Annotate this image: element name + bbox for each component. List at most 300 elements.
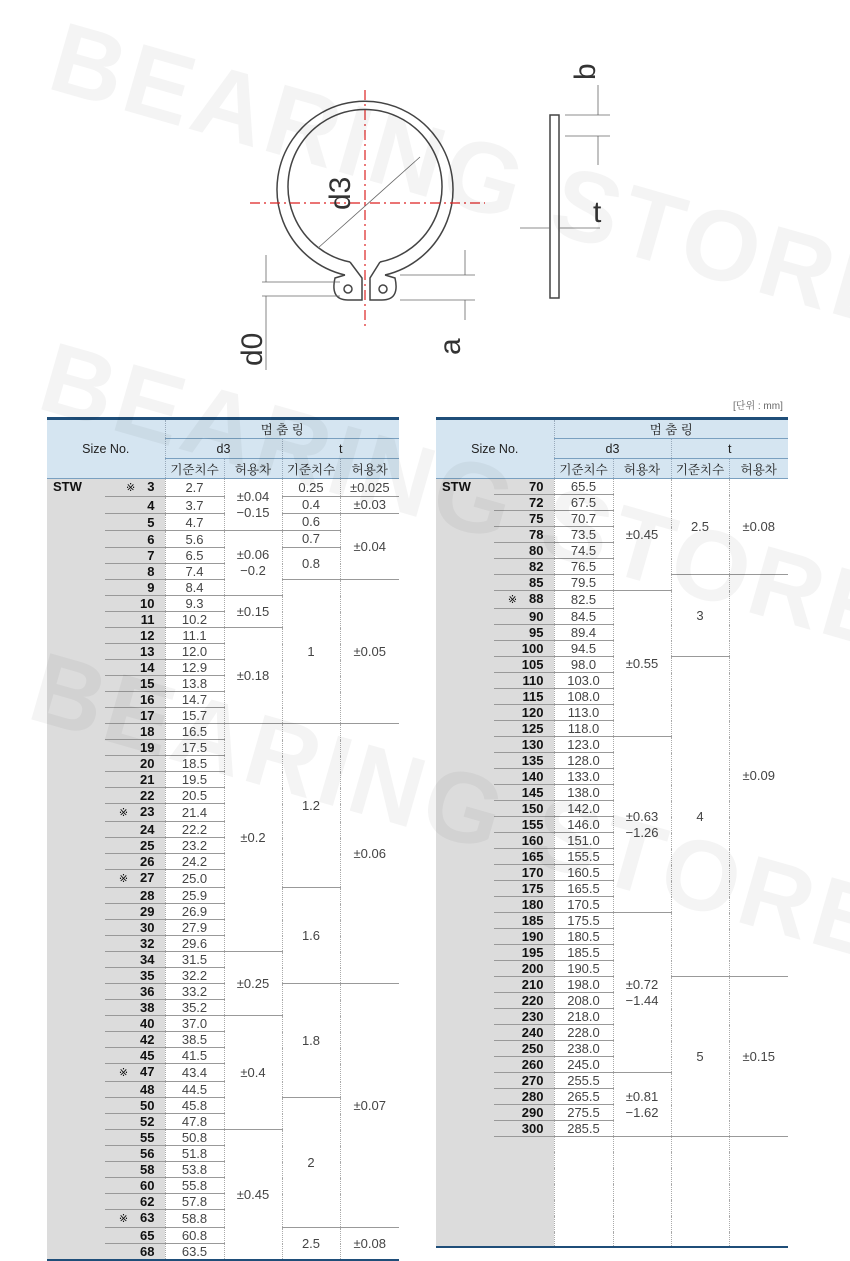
d3-base: 26.9 [165, 904, 224, 920]
d3-base: 12.0 [165, 644, 224, 660]
size-value: 24 [140, 822, 155, 837]
size-value: 140 [521, 769, 544, 784]
d3-base: 113.0 [554, 705, 613, 721]
size-no-empty [494, 1152, 554, 1168]
size-value: 230 [521, 1009, 544, 1024]
size-value: 70 [529, 479, 544, 494]
empty-cell [729, 1232, 788, 1248]
size-value: 56 [140, 1146, 155, 1161]
size-value: 180 [521, 897, 544, 912]
d3-base: 19.5 [165, 772, 224, 788]
d3-base: 73.5 [554, 527, 613, 543]
t-base: 4 [671, 657, 729, 977]
size-no [105, 772, 165, 788]
empty-cell [671, 1137, 729, 1153]
size-no [105, 1178, 165, 1194]
size-no [494, 865, 554, 881]
size-value: 19 [140, 740, 155, 755]
size-value: 90 [529, 609, 544, 624]
empty-cell [729, 1152, 788, 1168]
t-tolerance: ±0.09 [729, 575, 788, 977]
d3-base: 70.7 [554, 511, 613, 527]
empty-cell [554, 1184, 613, 1200]
size-no [105, 660, 165, 676]
t-base: 1.2 [282, 724, 340, 888]
size-value: 50 [140, 1098, 155, 1113]
d3-base: 63.5 [165, 1244, 224, 1261]
empty-cell [613, 1216, 671, 1232]
size-value: 85 [529, 575, 544, 590]
d3-base-header: 기준치수 [165, 459, 224, 479]
empty-cell [729, 1216, 788, 1232]
size-no [105, 740, 165, 756]
d3-base: 74.5 [554, 543, 613, 559]
size-no-empty [494, 1232, 554, 1248]
size-value: 175 [521, 881, 544, 896]
size-value: 68 [140, 1244, 155, 1259]
d3-base: 67.5 [554, 495, 613, 511]
size-no-empty [494, 1137, 554, 1153]
d3-tolerance: ±0.45 [613, 479, 671, 591]
size-no [105, 1146, 165, 1162]
d3-base: 265.5 [554, 1089, 613, 1105]
d3-header: d3 [165, 439, 282, 459]
size-no [494, 769, 554, 785]
snap-ring-diagram [0, 0, 850, 400]
t-base: 0.8 [282, 548, 340, 580]
size-no [105, 1082, 165, 1098]
size-no-empty [494, 1216, 554, 1232]
d3-base: 55.8 [165, 1178, 224, 1194]
size-value: 40 [140, 1016, 155, 1031]
d3-base: 24.2 [165, 854, 224, 870]
size-no [105, 1130, 165, 1146]
size-no [494, 1105, 554, 1121]
size-no [494, 559, 554, 575]
size-value: 75 [529, 511, 544, 526]
size-no [105, 936, 165, 952]
d0-label: d0 [236, 332, 269, 366]
empty-cell [613, 1184, 671, 1200]
ring-outer [277, 101, 453, 275]
size-no [494, 657, 554, 673]
d3-base: 32.2 [165, 968, 224, 984]
d3-tol-header: 허용차 [613, 459, 671, 479]
empty-cell [613, 1137, 671, 1153]
size-value: 3 [147, 479, 155, 494]
size-no [494, 737, 554, 753]
d3-base: 238.0 [554, 1041, 613, 1057]
size-no [105, 724, 165, 740]
d3-base: 245.0 [554, 1057, 613, 1073]
size-no [494, 881, 554, 897]
size-value: 190 [521, 929, 544, 944]
size-value: 110 [522, 673, 544, 688]
table-row [47, 479, 399, 497]
size-no [105, 1194, 165, 1210]
t-tolerance: ±0.15 [729, 977, 788, 1137]
d3-base-header: 기준치수 [554, 459, 613, 479]
size-no [494, 753, 554, 769]
recommended-mark: ※ [118, 873, 129, 885]
t-tolerance: ±0.07 [340, 984, 399, 1228]
size-value: 95 [529, 625, 544, 640]
size-no [494, 495, 554, 511]
empty-cell [729, 1168, 788, 1184]
d3-base: 57.8 [165, 1194, 224, 1210]
size-no [105, 804, 165, 822]
empty-cell [613, 1232, 671, 1248]
d3-base: 8.4 [165, 580, 224, 596]
t-header: t [671, 439, 788, 459]
size-no [494, 625, 554, 641]
size-no-empty [494, 1184, 554, 1200]
size-value: 6 [147, 531, 155, 547]
size-value: 12 [140, 628, 155, 643]
empty-cell [729, 1200, 788, 1216]
d3-base: 89.4 [554, 625, 613, 641]
d3-base: 142.0 [554, 801, 613, 817]
d3-base: 35.2 [165, 1000, 224, 1016]
size-value: 42 [140, 1032, 155, 1047]
size-value: 170 [521, 865, 544, 880]
d3-tolerance: ±0.81 −1.62 [613, 1073, 671, 1137]
empty-cell [729, 1137, 788, 1153]
t-base: 1.8 [282, 984, 340, 1098]
size-no [494, 689, 554, 705]
size-no [494, 961, 554, 977]
size-no [105, 580, 165, 596]
size-no [105, 1064, 165, 1082]
size-value: 300 [521, 1121, 544, 1136]
size-no [494, 641, 554, 657]
t-tolerance: ±0.08 [729, 479, 788, 575]
size-no [105, 1000, 165, 1016]
empty-cell [613, 1152, 671, 1168]
d3-base: 25.0 [165, 870, 224, 888]
d3-base: 22.2 [165, 822, 224, 838]
size-value: 11 [140, 612, 155, 627]
d3-base: 11.1 [165, 628, 224, 644]
t-base: 2.5 [671, 479, 729, 575]
d3-base: 285.5 [554, 1121, 613, 1137]
size-no [105, 756, 165, 772]
t-base-header: 기준치수 [671, 459, 729, 479]
d3-tolerance: ±0.25 [224, 952, 282, 1016]
size-no [105, 514, 165, 531]
size-value: 65 [140, 1228, 155, 1243]
t-tolerance: ±0.025 [340, 479, 399, 497]
t-label: t [593, 196, 602, 229]
size-value: 36 [140, 984, 155, 999]
d3-tolerance: ±0.4 [224, 1016, 282, 1130]
series-label: STW [436, 479, 494, 1248]
size-value: 72 [529, 495, 544, 510]
size-value: 82 [529, 559, 544, 574]
d3-base: 2.7 [165, 479, 224, 497]
d3-base: 38.5 [165, 1032, 224, 1048]
header-row [436, 419, 788, 439]
t-base: 0.6 [282, 514, 340, 531]
t-base: 0.7 [282, 531, 340, 548]
d3-base: 218.0 [554, 1009, 613, 1025]
d3-base: 53.8 [165, 1162, 224, 1178]
d3-base: 151.0 [554, 833, 613, 849]
d3-base: 43.4 [165, 1064, 224, 1082]
size-value: 48 [140, 1082, 155, 1097]
d3-base: 23.2 [165, 838, 224, 854]
size-no [494, 543, 554, 559]
size-no [494, 479, 554, 495]
size-value: 135 [521, 753, 544, 768]
size-table-left [47, 417, 399, 1261]
d3-base: 146.0 [554, 817, 613, 833]
size-no [105, 548, 165, 564]
size-value: 35 [140, 968, 155, 983]
size-no [494, 721, 554, 737]
empty-cell [671, 1152, 729, 1168]
d3-base: 103.0 [554, 673, 613, 689]
d3-base: 118.0 [554, 721, 613, 737]
d3-base: 14.7 [165, 692, 224, 708]
size-no [494, 705, 554, 721]
d3-base: 65.5 [554, 479, 613, 495]
size-no [494, 817, 554, 833]
size-value: 240 [521, 1025, 544, 1040]
size-value: 21 [140, 772, 155, 787]
d3-base: 33.2 [165, 984, 224, 1000]
size-value: 270 [521, 1073, 544, 1088]
size-no [494, 527, 554, 543]
size-value: 30 [140, 920, 155, 935]
d3-base: 25.9 [165, 888, 224, 904]
t-header: t [282, 439, 399, 459]
t-base: 3 [671, 575, 729, 657]
d3-tolerance: ±0.18 [224, 628, 282, 724]
empty-cell [554, 1152, 613, 1168]
t-base: 1 [282, 580, 340, 724]
d3-base: 128.0 [554, 753, 613, 769]
recommended-mark: ※ [507, 594, 518, 606]
size-no [105, 854, 165, 870]
d3-base: 51.8 [165, 1146, 224, 1162]
d3-base: 17.5 [165, 740, 224, 756]
size-value: 17 [140, 708, 155, 723]
size-no [494, 785, 554, 801]
d3-base: 60.8 [165, 1228, 224, 1244]
size-no [105, 1114, 165, 1130]
recommended-mark: ※ [118, 1067, 129, 1079]
unit-label: [단위 : mm] [733, 401, 783, 412]
d3-tolerance: ±0.45 [224, 1130, 282, 1261]
size-no [105, 822, 165, 838]
d3-tol-header: 허용차 [224, 459, 282, 479]
size-value: 27 [140, 870, 155, 885]
size-no [494, 1009, 554, 1025]
size-no [494, 913, 554, 929]
d3-base: 45.8 [165, 1098, 224, 1114]
d3-tolerance: ±0.72 −1.44 [613, 913, 671, 1073]
size-value: 4 [147, 497, 155, 513]
size-value: 130 [521, 737, 544, 752]
t-base-header: 기준치수 [282, 459, 340, 479]
d3-base: 84.5 [554, 609, 613, 625]
d3-base: 82.5 [554, 591, 613, 609]
d3-base: 198.0 [554, 977, 613, 993]
size-value: 200 [521, 961, 544, 976]
size-no [494, 977, 554, 993]
recommended-mark: ※ [118, 1213, 129, 1225]
t-tol-header: 허용차 [340, 459, 399, 479]
d3-base: 13.8 [165, 676, 224, 692]
t-base: 2.5 [282, 1228, 340, 1261]
d3-base: 27.9 [165, 920, 224, 936]
size-no [105, 628, 165, 644]
d3-tolerance: ±0.04 −0.15 [224, 479, 282, 531]
size-no [494, 673, 554, 689]
size-value: 18 [140, 724, 155, 739]
size-value: 220 [521, 993, 544, 1008]
d3-base: 20.5 [165, 788, 224, 804]
size-value: 150 [521, 801, 544, 816]
d3-base: 3.7 [165, 497, 224, 514]
size-value: 63 [140, 1210, 155, 1225]
empty-cell [554, 1200, 613, 1216]
size-value: 13 [140, 644, 155, 659]
empty-cell [554, 1216, 613, 1232]
d3-tolerance: ±0.06 −0.2 [224, 531, 282, 596]
size-no [105, 904, 165, 920]
size-no [494, 945, 554, 961]
empty-cell [554, 1168, 613, 1184]
d3-base: 10.2 [165, 612, 224, 628]
size-value: 145 [521, 785, 544, 800]
group-header: 멈 춤 링 [165, 419, 399, 439]
size-no [105, 984, 165, 1000]
d3-base: 123.0 [554, 737, 613, 753]
size-no-empty [494, 1168, 554, 1184]
d3-base: 5.6 [165, 531, 224, 548]
t-base: 2 [282, 1098, 340, 1228]
size-no [105, 1016, 165, 1032]
size-value: 29 [140, 904, 155, 919]
size-value: 195 [521, 945, 544, 960]
size-value: 14 [140, 660, 155, 675]
d3-base: 185.5 [554, 945, 613, 961]
size-no [494, 575, 554, 591]
empty-cell [554, 1232, 613, 1248]
size-value: 78 [529, 527, 544, 542]
empty-cell [671, 1200, 729, 1216]
size-value: 5 [147, 514, 155, 530]
size-no [105, 920, 165, 936]
d3-base: 31.5 [165, 952, 224, 968]
empty-cell [671, 1184, 729, 1200]
size-no [105, 708, 165, 724]
size-table-right [436, 417, 788, 1248]
d3-base: 180.5 [554, 929, 613, 945]
size-value: 22 [140, 788, 155, 803]
size-value: 8 [147, 564, 155, 579]
d3-base: 94.5 [554, 641, 613, 657]
d3-tolerance: ±0.15 [224, 596, 282, 628]
size-value: 165 [521, 849, 544, 864]
d3-base: 108.0 [554, 689, 613, 705]
size-no [494, 1121, 554, 1137]
size-value: 47 [140, 1064, 155, 1079]
empty-cell [671, 1216, 729, 1232]
d3-base: 50.8 [165, 1130, 224, 1146]
size-value: 38 [140, 1000, 155, 1015]
d3-base: 15.7 [165, 708, 224, 724]
t-base: 0.4 [282, 497, 340, 514]
group-header: 멈 춤 링 [554, 419, 788, 439]
d3-base: 76.5 [554, 559, 613, 575]
size-no [105, 1210, 165, 1228]
d3-base: 44.5 [165, 1082, 224, 1098]
d3-base: 208.0 [554, 993, 613, 1009]
d3-base: 190.5 [554, 961, 613, 977]
t-tolerance: ±0.05 [340, 580, 399, 724]
d3-base: 29.6 [165, 936, 224, 952]
size-no [105, 1244, 165, 1261]
size-no [494, 511, 554, 527]
size-value: 80 [529, 543, 544, 558]
d3-base: 7.4 [165, 564, 224, 580]
size-no [105, 1098, 165, 1114]
size-value: 100 [521, 641, 544, 656]
d3-base: 37.0 [165, 1016, 224, 1032]
size-value: 155 [521, 817, 544, 832]
size-value: 160 [521, 833, 544, 848]
size-no-empty [494, 1200, 554, 1216]
d3-base: 47.8 [165, 1114, 224, 1130]
header-row [47, 419, 399, 439]
t-tolerance: ±0.08 [340, 1228, 399, 1261]
recommended-mark: ※ [126, 482, 136, 494]
size-no [105, 596, 165, 612]
a-label: a [434, 338, 467, 355]
d3-base: 4.7 [165, 514, 224, 531]
d3-base: 255.5 [554, 1073, 613, 1089]
size-no [494, 1041, 554, 1057]
size-no [105, 497, 165, 514]
size-no [105, 612, 165, 628]
size-value: 34 [140, 952, 155, 967]
size-no [105, 1032, 165, 1048]
d3-base: 9.3 [165, 596, 224, 612]
size-value: 9 [147, 580, 155, 595]
size-value: 290 [521, 1105, 544, 1120]
size-value: 125 [521, 721, 544, 736]
d3-base: 133.0 [554, 769, 613, 785]
size-no [494, 993, 554, 1009]
empty-cell [671, 1232, 729, 1248]
size-no [105, 692, 165, 708]
size-value: 7 [147, 548, 155, 563]
t-tolerance: ±0.03 [340, 497, 399, 514]
size-value: 55 [140, 1130, 155, 1145]
ring-side-view [550, 115, 559, 298]
size-no [105, 1228, 165, 1244]
empty-cell [613, 1168, 671, 1184]
size-no [105, 644, 165, 660]
size-value: 52 [140, 1114, 155, 1129]
size-no [105, 676, 165, 692]
size-no [105, 968, 165, 984]
d3-tolerance: ±0.55 [613, 591, 671, 737]
d3-tolerance: ±0.63 −1.26 [613, 737, 671, 913]
